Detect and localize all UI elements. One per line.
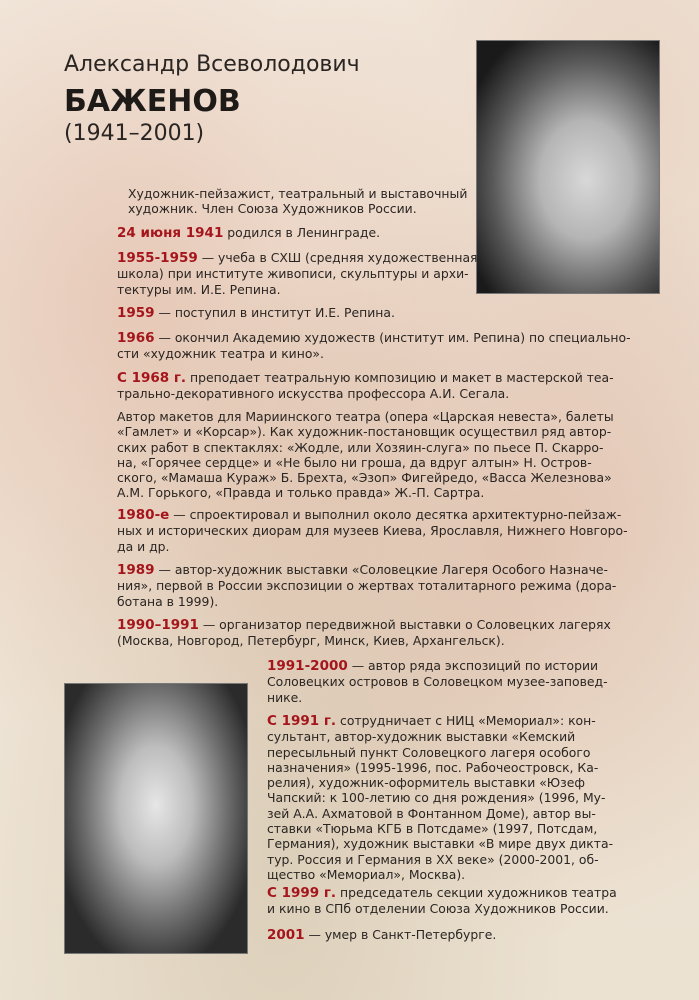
surname: БАЖЕНОВ: [64, 84, 241, 119]
paragraph-text: Автор макетов для Мариинского театра (опера «Царская невеста», балеты «Гамлет» и «Корсар»). Как художник-постановщик осуществил ряд автор- ских работ в спектаклях: «Жодле, или Хозяин-слуга» по пьесе П. Скарро- на, «Горячее сердце» и «Не было ни гроша, да вдруг алтын» Н. Остров- ского, «Мамаша Кураж» Б. Брехта, «Эзоп» Фигейредо, «Васса Железнова» А.М. Горького, «Правда и только правда» Ж.-П. Сартра.: [117, 409, 614, 501]
paragraph-text: Художник-пейзажист, театральный и выставочный художник. Член Союза Художников России.: [128, 186, 468, 217]
entry-text: — спроектировал и выполнил около десятка архитектурно-пейзаж- ных и исторических диорам для музеев Киева, Ярославля, Нижнего Новгоро- да и др.: [117, 507, 628, 554]
bio-entry: [117, 305, 395, 321]
entry-text: — организатор передвижной выставки о Соловецких лагерях (Москва, Новгород, Петербург, Минск, Киев, Архангельск).: [117, 617, 611, 649]
entry-date: 1990–1991: [117, 617, 199, 633]
entry-date: 1991-2000: [267, 658, 348, 674]
entry-date: С 1968 г.: [117, 370, 187, 386]
bio-entry: [117, 562, 616, 609]
entry-date: 1959: [117, 305, 155, 321]
entry-date: 24 июня 1941: [117, 225, 224, 241]
entry-text: — умер в Санкт-Петербурге.: [304, 927, 497, 942]
bio-entry: [117, 617, 611, 649]
life-years: (1941–2001): [64, 121, 205, 146]
bio-entry: [267, 885, 617, 917]
entry-date: 1989: [117, 562, 155, 578]
entry-text: — учеба в СХШ (средняя художественная школа) при институте живописи, скульптуры и архи- тектуры им. И.Е. Репина.: [117, 250, 478, 297]
portrait-old-photo: [64, 683, 248, 954]
bio-entry: [117, 330, 631, 362]
entry-text: — автор ряда экспозиций по истории Соловецких островов в Соловецком музее-заповед- нике.: [267, 658, 608, 705]
portrait-young-photo: [476, 40, 660, 294]
first-names: Александр Всеволодович: [64, 52, 360, 77]
entry-date: С 1999 г.: [267, 885, 337, 901]
bio-paragraph: [117, 409, 614, 501]
entry-date: 1966: [117, 330, 155, 346]
bio-entry: [267, 658, 608, 705]
bio-entry: [117, 507, 628, 554]
entry-text: — поступил в институт И.Е. Репина.: [154, 305, 395, 320]
bio-entry: [267, 713, 613, 882]
entry-text: родился в Ленинграде.: [223, 225, 381, 240]
entry-date: 1980-е: [117, 507, 170, 523]
entry-text: преподает театральную композицию и макет в мастерской теа- трально-декоративного искусства профессора А.И. Сегала.: [117, 370, 614, 402]
entry-date: С 1991 г.: [267, 713, 337, 729]
bio-entry: [117, 250, 478, 297]
bio-intro: [128, 186, 467, 217]
entry-text: — окончил Академию художеств (институт им. Репина) по специально- сти «художник театра и кино».: [117, 330, 631, 362]
entry-date: 2001: [267, 927, 305, 943]
entry-text: председатель секции художников театра и кино в СПб отделении Союза Художников России.: [267, 885, 617, 917]
entry-date: 1955-1959: [117, 250, 198, 266]
bio-entry: [267, 927, 496, 943]
entry-text: сотрудничает с НИЦ «Мемориал»: кон- сультант, автор-художник выставки «Кемский пересыльный пункт Соловецкого лагеря особого назначения» (1995-1996, пос. Рабочеостровск, Ка- релия), художник-оформитель выставки «Юзеф Чапский: к 100-летию со дня рождения» (1996, Му- зей А.А. Ахматовой в Фонтанном Доме), автор вы- ставки «Тюрьма КГБ в Потсдаме» (1997, Потсдам, Германия), художник выставки «В мире двух дикта- тур. Россия и Германия в XX веке» (2000-2001, об- щество «Мемориал», Москва).: [267, 713, 614, 882]
entry-text: — автор-художник выставки «Соловецкие Лагеря Особого Назначе- ния», первой в России экспозиции о жертвах тоталитарного режима (дора- ботана в 1999).: [117, 562, 617, 609]
bio-entry: [117, 370, 614, 402]
bio-entry: [117, 225, 380, 241]
